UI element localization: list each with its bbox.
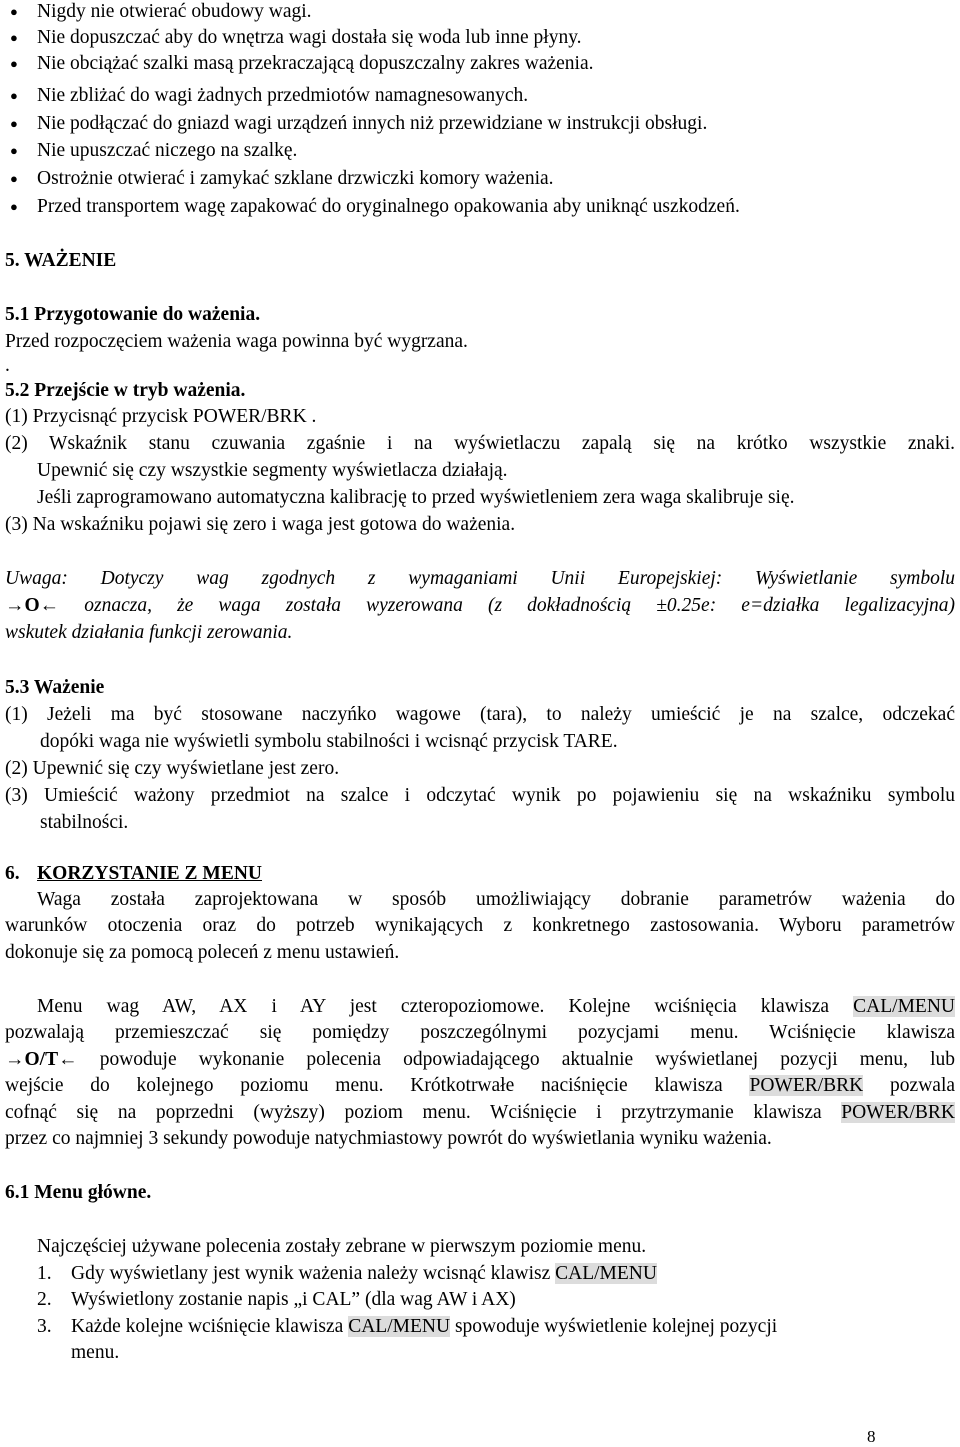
paragraph-line — [37, 995, 955, 1019]
subsection-heading: 5.1 Przygotowanie do ważenia. — [5, 304, 261, 325]
zero-symbol: →O← — [5, 595, 60, 616]
note-line — [5, 594, 955, 618]
note-text: oznacza, że waga została wyzerowana (z dokładnością ±0.25e: e=działka legalizacyjna) — [59, 595, 955, 616]
subsection-heading: 5.3 Ważenie — [5, 677, 105, 698]
list-item: Wyświetlony zostanie napis „i CAL” (dla wag AW i AX) — [71, 1289, 516, 1310]
bullet-icon: ● — [10, 4, 18, 19]
paragraph: dokonuje się za pomocą poleceń z menu ustawień. — [5, 942, 400, 963]
list-number: 1. — [37, 1263, 52, 1284]
paragraph-line — [5, 1074, 955, 1098]
list-number: 3. — [37, 1316, 52, 1337]
bullet-icon: ● — [10, 199, 18, 214]
list-item-text: Gdy wyświetlany jest wynik ważenia należy wcisnąć klawisz — [71, 1263, 556, 1284]
note-text: wskutek działania funkcji zerowania. — [5, 622, 293, 643]
list-item-text: Każde kolejne wciśnięcie klawisza — [71, 1316, 349, 1337]
subsection-heading: 5.2 Przejście w tryb ważenia. — [5, 380, 246, 401]
page-number: 8 — [867, 1427, 876, 1446]
paragraph: Waga została zaprojektowana w sposób umożliwiający dobranie parametrów ważenia do — [37, 889, 955, 910]
list-number: 2. — [37, 1289, 52, 1310]
paragraph: cofnąć się na poprzedni (wyższy) poziom menu. Wciśnięcie i przytrzymanie klawisza — [5, 1102, 822, 1123]
list-item: Nie obciążać szalki masą przekraczającą dopuszczalny zakres ważenia. — [37, 53, 594, 74]
step-text: (1) Przycisnąć przycisk POWER/BRK . — [5, 406, 317, 427]
list-item: Przed transportem wagę zapakować do oryginalnego opakowania aby uniknąć uszkodzeń. — [37, 196, 740, 217]
stray-dot: . — [5, 355, 10, 376]
list-item: Nie podłączać do gniazd wagi urządzeń innych niż przewidziane w instrukcji obsługi. — [37, 113, 708, 134]
step-text: Upewnić się czy wszystkie segmenty wyświetlacza działają. — [37, 460, 508, 481]
bullet-icon: ● — [10, 88, 18, 103]
paragraph: Menu wag AW, AX i AY jest czteropoziomowe. Kolejne wciśnięcia klawisza — [37, 996, 830, 1017]
step-text: (2) Wskaźnik stanu czuwania zgaśnie i na wyświetlaczu zapalą się na krótko wszystkie znaki. — [5, 433, 955, 454]
paragraph-line — [5, 1048, 955, 1072]
list-item — [71, 1315, 777, 1339]
bullet-icon: ● — [10, 143, 18, 158]
bullet-icon: ● — [10, 30, 18, 45]
section-number: 6. — [5, 863, 20, 884]
step-text: (3) Na wskaźniku pojawi się zero i waga jest gotowa do ważenia. — [5, 514, 516, 535]
section-title: KORZYSTANIE Z MENU — [37, 863, 263, 884]
step-text: stabilności. — [40, 812, 129, 833]
note-text: Uwaga: Dotyczy wag zgodnych z wymaganiami Unii Europejskiej: Wyświetlanie symbolu — [5, 568, 955, 589]
list-item — [71, 1262, 657, 1286]
paragraph: przez co najmniej 3 sekundy powoduje natychmiastowy powrót do wyświetlania wyniku ważenia. — [5, 1128, 772, 1149]
step-text: (1) Jeżeli ma być stosowane naczyńko wagowe (tara), to należy umieścić je na szalce, odczekać — [5, 704, 955, 725]
paragraph: pozwala — [863, 1075, 956, 1096]
bullet-icon: ● — [10, 171, 18, 186]
paragraph: Najczęściej używane polecenia zostały zebrane w pierwszym poziomie menu. — [37, 1236, 647, 1257]
list-item: Ostrożnie otwierać i zamykać szklane drzwiczki komory ważenia. — [37, 168, 554, 189]
step-text: Jeśli zaprogramowano automatyczna kalibrację to przed wyświetleniem zera waga skalibruje się. — [37, 487, 795, 508]
list-item: Nigdy nie otwierać obudowy wagi. — [37, 1, 312, 22]
key-cal-menu: CAL/MENU — [853, 996, 955, 1017]
paragraph: warunków otoczenia oraz do potrzeb wynikających z konkretnego zastosowania. Wyboru parametrów — [5, 915, 955, 936]
key-cal-menu: CAL/MENU — [555, 1263, 657, 1284]
list-item-text: spowoduje wyświetlenie kolejnej pozycji — [450, 1316, 778, 1337]
step-text: dopóki waga nie wyświetli symbolu stabilności i wcisnąć przycisk TARE. — [40, 731, 618, 752]
key-power-brk: POWER/BRK — [749, 1075, 864, 1096]
step-text: (2) Upewnić się czy wyświetlane jest zero. — [5, 758, 340, 779]
list-item: Nie dopuszczać aby do wnętrza wagi dostała się woda lub inne płyny. — [37, 27, 582, 48]
section-heading: 5. WAŻENIE — [5, 250, 117, 271]
bullet-icon: ● — [10, 56, 18, 71]
list-item: Nie zbliżać do wagi żadnych przedmiotów namagnesowanych. — [37, 85, 529, 106]
paragraph: Przed rozpoczęciem ważenia waga powinna być wygrzana. — [5, 331, 468, 352]
list-item: Nie upuszczać niczego na szalkę. — [37, 140, 298, 161]
paragraph: powoduje wykonanie polecenia odpowiadającego aktualnie wyświetlanej pozycji menu, lub — [77, 1049, 955, 1070]
paragraph: pozwalają przemieszczać się pomiędzy poszczególnymi pozycjami menu. Wciśnięcie klawisza — [5, 1022, 955, 1043]
step-text: (3) Umieścić ważony przedmiot na szalce i odczytać wynik po pojawieniu się na wskaźniku symbolu — [5, 785, 955, 806]
bullet-icon: ● — [10, 116, 18, 131]
key-cal-menu: CAL/MENU — [348, 1316, 451, 1337]
subsection-heading: 6.1 Menu główne. — [5, 1182, 152, 1203]
paragraph-line — [5, 1101, 955, 1125]
key-power-brk: POWER/BRK — [841, 1102, 956, 1123]
key-zero-tare: →O/T← — [5, 1049, 78, 1070]
paragraph: wejście do kolejnego poziomu menu. Krótkotrwałe naciśnięcie klawisza — [5, 1075, 723, 1096]
list-item-text: menu. — [71, 1342, 120, 1363]
